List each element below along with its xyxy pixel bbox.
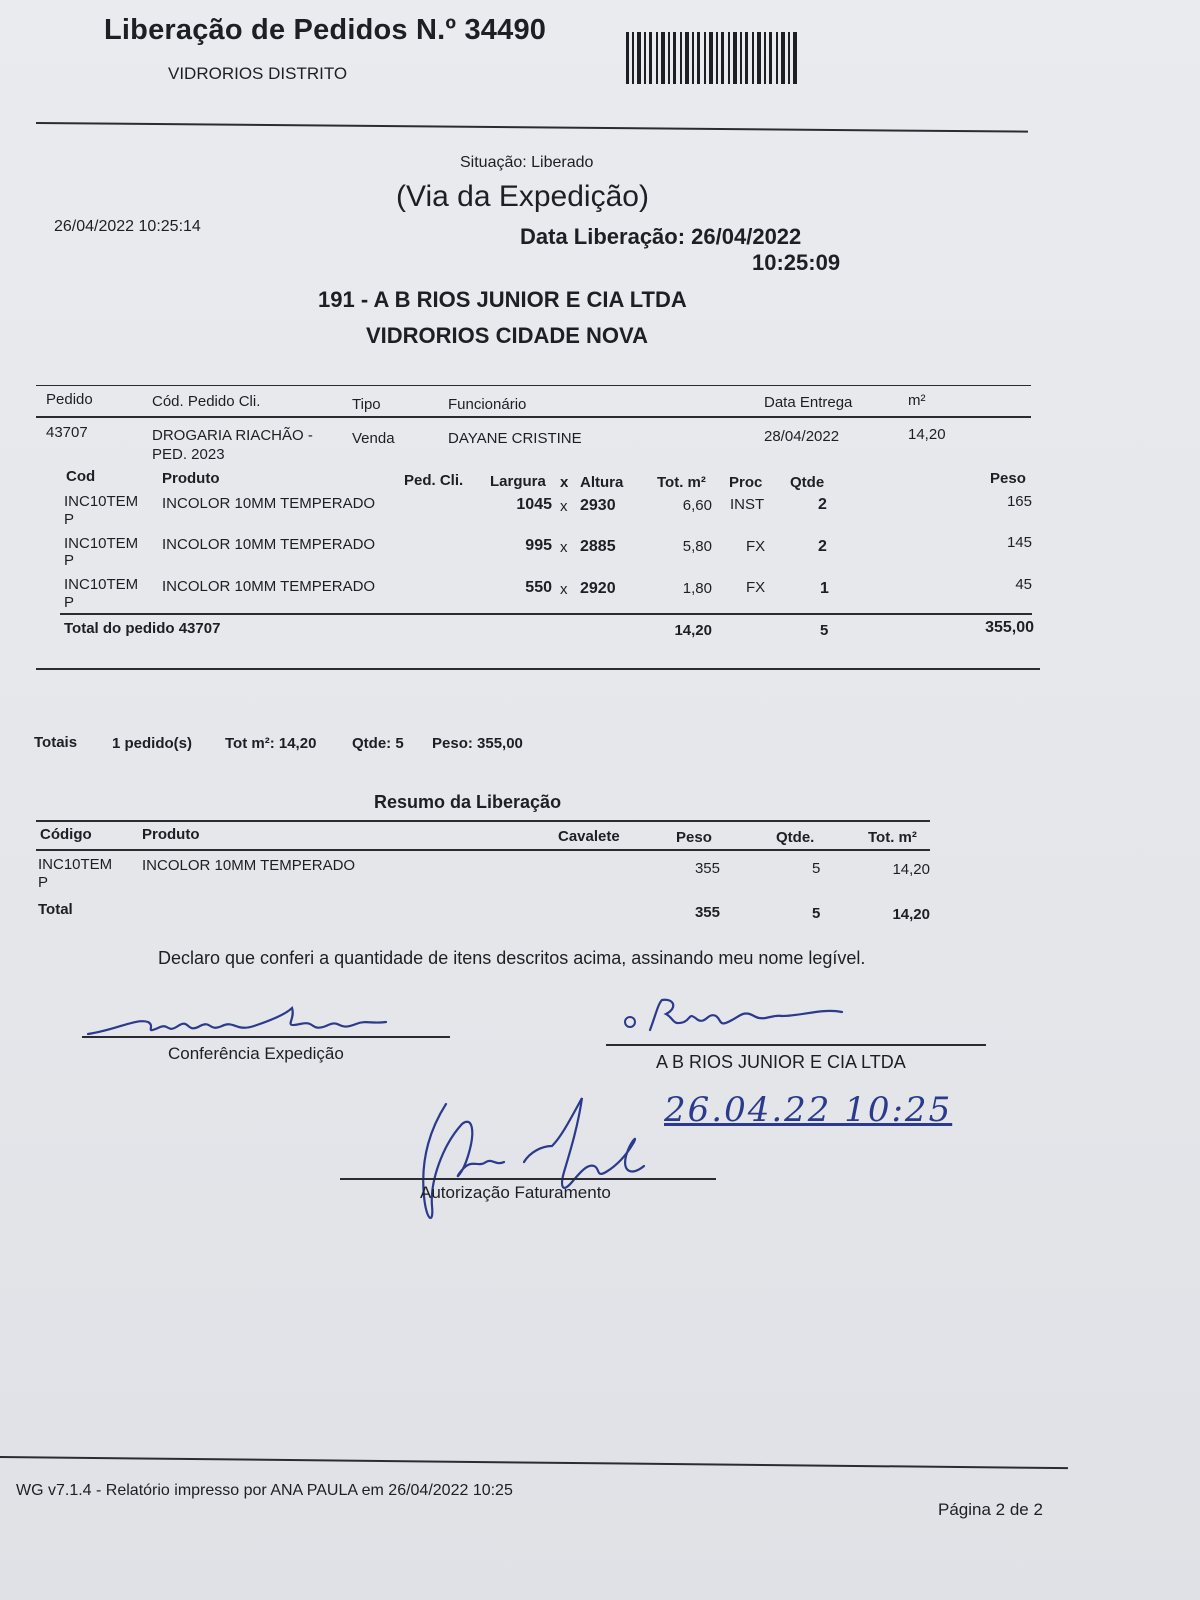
col-ped-cli: Ped. Cli. [404,472,464,489]
item-produto: INCOLOR 10MM TEMPERADO [162,578,376,595]
col-x: x [560,474,569,491]
handwritten-signature-empresa [622,994,862,1034]
handwritten-signature-conferencia [86,1000,416,1040]
order-pedido: 43707 [46,424,88,441]
situacao-label: Situação: Liberado [460,154,594,171]
totals-pedidos: 1 pedido(s) [112,735,193,752]
handwritten-date: 26.04.22 10:25 [664,1090,953,1130]
resumo-codigo: INC10TEM [38,856,113,873]
resumo-total-tot-m2: 14,20 [892,906,930,923]
document-subtitle: VIDRORIOS DISTRITO [168,64,348,83]
totals-label: Totais [34,734,78,751]
item-altura: 2930 [580,497,616,514]
totals-m2: Tot m²: 14,20 [225,735,317,752]
footer-report: WG v7.1.4 - Relatório impresso por ANA PAULA em 26/04/2022 10:25 [16,1482,513,1499]
col-funcionario: Funcionário [448,396,527,413]
resumo-col-qtde: Qtde. [776,829,815,846]
col-data-entrega: Data Entrega [764,394,853,411]
signature-line-conferencia [82,1036,450,1038]
resumo-col-tot-m2: Tot. m² [868,829,917,846]
item-peso: 165 [1006,493,1032,510]
resumo-total-label: Total [38,901,73,918]
order-header-rule [36,416,1031,418]
resumo-col-cavalete: Cavalete [558,828,620,845]
item-tot-m2: 5,80 [682,538,712,555]
col-pedido: Pedido [46,391,93,408]
item-largura: 550 [525,579,552,596]
item-x: x [560,498,568,515]
items-total-rule [60,613,1032,615]
col-qtde: Qtde [790,474,825,491]
item-cod-cont: P [64,552,75,569]
declaration-text: Declaro que conferi a quantidade de itens descritos acima, assinando meu nome legível. [158,948,866,968]
item-cod-cont: P [64,594,75,611]
item-proc: INST [730,496,765,513]
order-tipo: Venda [352,430,395,447]
item-largura: 1045 [516,496,552,513]
item-proc: FX [746,538,766,555]
item-qtde: 2 [818,496,827,513]
client-name: 191 - A B RIOS JUNIOR E CIA LTDA [318,287,687,312]
header-divider [36,122,1028,133]
document-title: Liberação de Pedidos N.º 34490 [104,14,547,46]
resumo-top-rule [36,820,930,822]
handwritten-signature-autorizacao [412,1086,652,1236]
item-tot-m2: 6,60 [682,497,712,514]
resumo-total-peso: 355 [694,904,720,921]
order-m2: 14,20 [908,426,946,443]
item-largura: 995 [525,537,552,554]
resumo-peso: 355 [694,860,720,877]
item-produto: INCOLOR 10MM TEMPERADO [162,495,376,512]
item-peso: 145 [1006,534,1032,551]
order-cod-cli-1: DROGARIA RIACHÃO - [152,427,313,444]
col-altura: Altura [580,474,624,491]
order-cod-cli-2: PED. 2023 [152,446,225,463]
col-proc: Proc [729,474,763,491]
order-top-rule [36,385,1031,386]
col-tot-m2: Tot. m² [657,474,706,491]
signature-line-empresa [606,1044,986,1046]
item-qtde: 1 [820,580,829,597]
item-proc: FX [746,579,766,596]
order-total-qtde: 5 [820,622,829,639]
conferencia-label: Conferência Expedição [168,1044,344,1063]
item-cod-cont: P [64,511,75,528]
totals-qtde: Qtde: 5 [352,735,404,752]
resumo-produto: INCOLOR 10MM TEMPERADO [142,857,356,874]
item-peso: 45 [1015,576,1032,593]
item-produto: INCOLOR 10MM TEMPERADO [162,536,376,553]
col-tipo: Tipo [352,396,381,413]
resumo-col-produto: Produto [142,826,200,843]
client-branch: VIDRORIOS CIDADE NOVA [366,323,648,348]
resumo-tot-m2: 14,20 [892,861,930,878]
via-label: (Via da Expedição) [396,180,649,213]
order-funcionario: DAYANE CRISTINE [448,430,582,447]
resumo-title: Resumo da Liberação [374,792,562,812]
data-liberacao-time: 10:25:09 [752,250,841,275]
col-cod: Cod [66,468,96,485]
resumo-qtde: 5 [812,860,821,877]
item-x: x [560,539,568,556]
order-data-entrega: 28/04/2022 [764,428,840,445]
item-cod: INC10TEM [64,576,139,593]
item-cod: INC10TEM [64,493,139,510]
resumo-col-peso: Peso [676,829,712,846]
resumo-col-codigo: Código [40,826,92,843]
data-liberacao: Data Liberação: 26/04/2022 [520,224,802,249]
col-peso: Peso [990,470,1026,487]
footer-rule [0,1456,1068,1469]
order-total-label: Total do pedido 43707 [64,620,221,637]
item-tot-m2: 1,80 [682,580,712,597]
empresa-label: A B RIOS JUNIOR E CIA LTDA [656,1052,906,1072]
item-qtde: 2 [818,538,827,555]
autorizacao-label: Autorização Faturamento [420,1183,611,1202]
item-altura: 2885 [580,538,616,555]
order-total-peso: 355,00 [985,619,1034,636]
barcode-icon [626,32,798,84]
signature-line-autorizacao [340,1178,716,1180]
item-x: x [560,581,568,598]
item-cod: INC10TEM [64,535,139,552]
col-cod-pedido-cli: Cód. Pedido Cli. [152,393,261,410]
footer-page: Página 2 de 2 [938,1500,1043,1519]
order-bottom-rule [36,668,1040,670]
resumo-codigo-cont: P [38,874,49,891]
resumo-total-qtde: 5 [812,905,821,922]
resumo-header-rule [36,849,930,851]
col-largura: Largura [490,473,546,490]
order-total-m2: 14,20 [674,622,712,639]
totals-peso: Peso: 355,00 [432,735,523,752]
item-altura: 2920 [580,580,616,597]
col-m2: m² [908,392,926,409]
col-produto: Produto [162,470,220,487]
print-datetime: 26/04/2022 10:25:14 [54,218,201,235]
